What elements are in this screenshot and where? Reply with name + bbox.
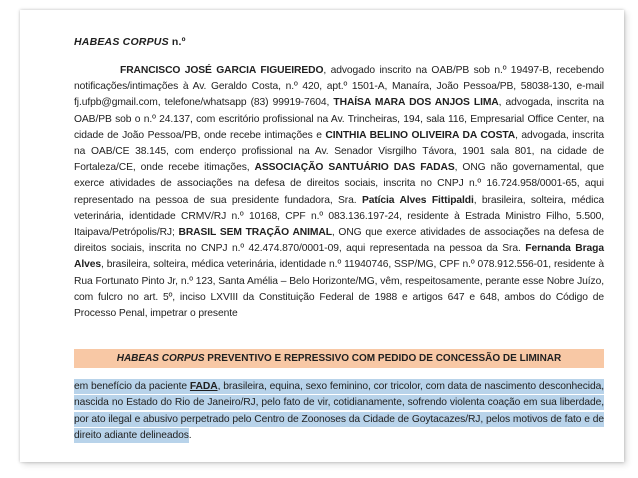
- banner-italic: HABEAS CORPUS: [116, 353, 205, 364]
- name-francisco: FRANCISCO JOSÉ GARCIA FIGUEIREDO: [120, 65, 324, 76]
- name-associacao: ASSOCIAÇÃO SANTUÁRIO DAS FADAS: [254, 162, 455, 174]
- text-6: , ONG que exerce atividades de associações na defesa de direitos sociais, inscrita no CNPJ n.º 42.474.870/0001-09, aqui representada na pessoa da Sra.: [74, 227, 604, 255]
- text-7: , brasileira, solteira, médica veterinária, identidade n.º 11940746, SSP/MG, CPF n.º 078.912.556-01, residente à Rua Fortunato Pinto Jr, n.º 123, Santa Amélia – Belo Horizonte/MG, vêm, respeitosamente, perante esse Nobre Juízo, com fulcro no art. 5º, inciso LXVIII da Constituição Federal de 1988 e artigos 647 e 648, ambos do Código de Processo Penal, impetrar o presente: [74, 259, 604, 320]
- benefit-text-a: em benefício da paciente: [74, 381, 190, 392]
- name-fernanda: Fernanda Braga Alves: [74, 243, 604, 271]
- name-cinthia: CINTHIA BELINO OLIVEIRA DA COSTA: [325, 129, 516, 141]
- name-paticia: Patícia Alves Fittipaldi: [361, 194, 474, 206]
- text-1: , advogado inscrito na OAB/PB sob n.º 19497-B, recebendo notificações/intimações à Av. Geraldo Costa, n.º 420, apt.º 1501-A, Manaíra, João Pessoa/PB, 58038-130, e-mail fj.ufpb@gmail.com, telefone/whatsapp (83) 99919-7604,: [74, 65, 605, 109]
- selection-highlight: [74, 379, 604, 443]
- petition-paragraph: [74, 63, 604, 322]
- text-4: , ONG não governamental, que exerce atividades de associações na defesa de direitos sociais, inscrita no CNPJ n.º 16.724.958/0001-65, aqui representado na pessoa de sua presidente fundadora, Sra.: [74, 162, 605, 206]
- title-suffix: n.º: [168, 36, 186, 48]
- benefit-text-b: , brasileira, equina, sexo feminino, cor tricolor, com data de nascimento desconhecida, nascida no Estado do Rio de Janeiro/RJ, pelo fato de vir, cotidianamente, sofrendo violenta coação em sua liberdade, por ato ilegal e abusivo perpetrado pelo Centro de Zoonoses da Cidade de Goytacazes/RJ, pelos motivos de fato e de direito adiante delineados: [74, 381, 604, 442]
- text-3: , advogada, inscrita na OAB/CE 38.145, com enderço profissional na Av. Senador Visrgilho Távora, 1901 sala 801, na cidade de Fortaleza/CE, onde recebe itimações,: [74, 129, 604, 174]
- text-2: , advogada, inscrita na OAB/PB sob o n.º 24.137, com escritório profissional na Av. Trincheiras, 194, sala 116, Empresarial Office Center, na cidade de João Pessoa/PB, onde recebe intimações e: [74, 97, 604, 141]
- document-page: [20, 10, 624, 462]
- name-brasil-sem-tracao: BRASIL SEM TRAÇÃO ANIMAL: [178, 227, 332, 239]
- habeas-corpus-title: [74, 36, 186, 48]
- patient-name: FADA: [189, 381, 218, 392]
- section-banner: [74, 349, 604, 368]
- title-italic: HABEAS CORPUS: [74, 36, 169, 48]
- banner-rest: PREVENTIVO E REPRESSIVO COM PEDIDO DE CONCESSÃO DE LIMINAR: [204, 353, 562, 364]
- text-5: , brasileira, solteira, médica veterinária, identidade CRMV/RJ n.º 10168, CPF n.º 083.136.197-24, residente à Estrada Ministro Filho, 5.500, Itaipava/Petrópolis/RJ;: [74, 194, 605, 239]
- name-thaisa: THAÍSA MARA DOS ANJOS LIMA: [333, 97, 499, 109]
- benefit-text-end: .: [188, 430, 192, 442]
- benefit-paragraph: [74, 379, 604, 445]
